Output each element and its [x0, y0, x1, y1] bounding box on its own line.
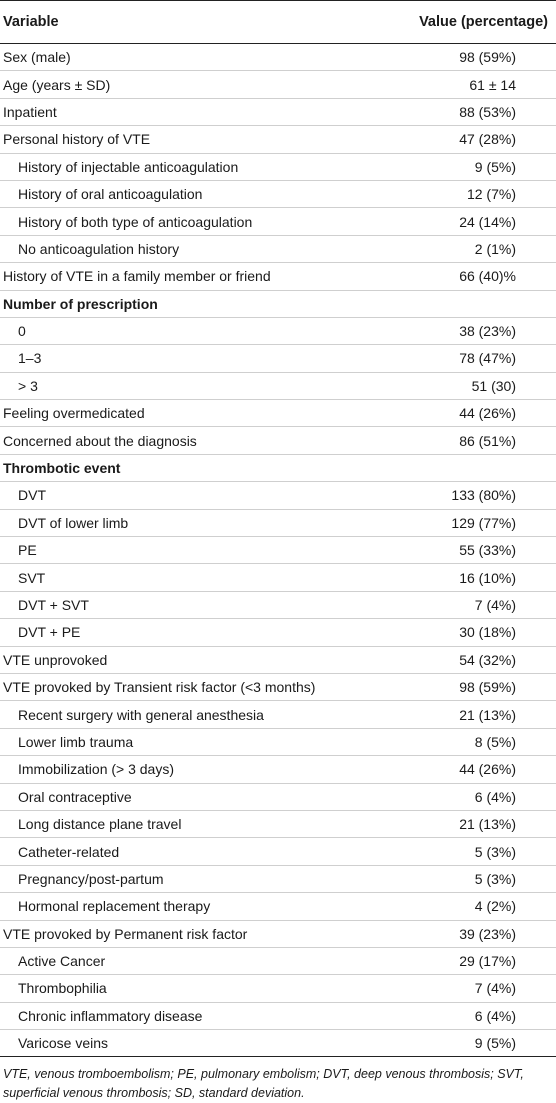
variable-cell: Active Cancer	[0, 947, 380, 974]
value-cell: 29 (17%)	[380, 947, 556, 974]
value-cell: 21 (13%)	[380, 701, 556, 728]
table-row	[0, 427, 556, 454]
variable-cell: VTE unprovoked	[0, 646, 380, 673]
table-row	[0, 126, 556, 153]
value-cell: 16 (10%)	[380, 564, 556, 591]
table-row	[0, 400, 556, 427]
value-cell: 66 (40)%	[380, 263, 556, 290]
variable-cell: No anticoagulation history	[0, 235, 380, 262]
table-row	[0, 865, 556, 892]
value-cell	[380, 290, 556, 317]
table-row	[0, 975, 556, 1002]
variable-cell: Hormonal replacement therapy	[0, 893, 380, 920]
value-cell: 44 (26%)	[380, 400, 556, 427]
value-cell: 44 (26%)	[380, 756, 556, 783]
value-cell: 6 (4%)	[380, 783, 556, 810]
table-row	[0, 893, 556, 920]
table-row	[0, 71, 556, 98]
value-cell: 86 (51%)	[380, 427, 556, 454]
table-row	[0, 208, 556, 235]
header-value: Value (percentage)	[380, 1, 556, 44]
table-row	[0, 1030, 556, 1057]
variable-cell: Immobilization (> 3 days)	[0, 756, 380, 783]
table-row	[0, 98, 556, 125]
variable-cell: DVT of lower limb	[0, 509, 380, 536]
variable-cell: History of oral anticoagulation	[0, 180, 380, 207]
variable-cell: > 3	[0, 372, 380, 399]
table-header	[0, 1, 556, 44]
variable-cell: Concerned about the diagnosis	[0, 427, 380, 454]
table-row	[0, 838, 556, 865]
table-row	[0, 783, 556, 810]
section-label: Thrombotic event	[0, 454, 380, 481]
header-variable: Variable	[0, 1, 380, 44]
table-row	[0, 317, 556, 344]
value-cell: 133 (80%)	[380, 482, 556, 509]
variable-cell: Oral contraceptive	[0, 783, 380, 810]
section-row	[0, 454, 556, 481]
table-row	[0, 619, 556, 646]
table-row	[0, 537, 556, 564]
variable-cell: History of injectable anticoagulation	[0, 153, 380, 180]
variable-cell: SVT	[0, 564, 380, 591]
variable-cell: Lower limb trauma	[0, 728, 380, 755]
variable-cell: 1–3	[0, 345, 380, 372]
value-cell: 54 (32%)	[380, 646, 556, 673]
table-row	[0, 701, 556, 728]
section-row	[0, 290, 556, 317]
value-cell: 61 ± 14	[380, 71, 556, 98]
table-row	[0, 44, 556, 71]
value-cell: 98 (59%)	[380, 673, 556, 700]
value-cell: 7 (4%)	[380, 975, 556, 1002]
variable-cell: 0	[0, 317, 380, 344]
variable-cell: Pregnancy/post-partum	[0, 865, 380, 892]
value-cell: 4 (2%)	[380, 893, 556, 920]
table-row	[0, 1002, 556, 1029]
table-row	[0, 345, 556, 372]
table-row	[0, 728, 556, 755]
value-cell: 47 (28%)	[380, 126, 556, 153]
table-footnote: VTE, venous tromboembolism; PE, pulmonary embolism; DVT, deep venous thrombosis; SVT, superficial venous thrombosis; SD, standard deviation.	[3, 1067, 524, 1101]
value-cell: 88 (53%)	[380, 98, 556, 125]
table-row	[0, 372, 556, 399]
variable-cell: Long distance plane travel	[0, 810, 380, 837]
value-cell: 7 (4%)	[380, 591, 556, 618]
table-row	[0, 509, 556, 536]
value-cell: 38 (23%)	[380, 317, 556, 344]
value-cell: 30 (18%)	[380, 619, 556, 646]
table-row	[0, 810, 556, 837]
variable-cell: Varicose veins	[0, 1030, 380, 1057]
variable-cell: DVT	[0, 482, 380, 509]
value-cell: 9 (5%)	[380, 1030, 556, 1057]
variable-cell: History of VTE in a family member or friend	[0, 263, 380, 290]
value-cell: 39 (23%)	[380, 920, 556, 947]
variable-cell: PE	[0, 537, 380, 564]
table-row	[0, 482, 556, 509]
value-cell: 51 (30)	[380, 372, 556, 399]
value-cell: 24 (14%)	[380, 208, 556, 235]
value-cell: 6 (4%)	[380, 1002, 556, 1029]
value-cell: 21 (13%)	[380, 810, 556, 837]
variable-cell: Recent surgery with general anesthesia	[0, 701, 380, 728]
header-row	[0, 1, 556, 44]
section-label: Number of prescription	[0, 290, 380, 317]
variable-cell: Chronic inflammatory disease	[0, 1002, 380, 1029]
table-body	[0, 44, 556, 1057]
value-cell: 9 (5%)	[380, 153, 556, 180]
value-cell: 5 (3%)	[380, 865, 556, 892]
value-cell: 78 (47%)	[380, 345, 556, 372]
table-row	[0, 263, 556, 290]
variable-cell: Inpatient	[0, 98, 380, 125]
table-row	[0, 947, 556, 974]
variable-cell: Feeling overmedicated	[0, 400, 380, 427]
table-row	[0, 591, 556, 618]
variable-cell: VTE provoked by Transient risk factor (<3 months)	[0, 673, 380, 700]
variable-cell: DVT + SVT	[0, 591, 380, 618]
variable-cell: Personal history of VTE	[0, 126, 380, 153]
value-cell: 98 (59%)	[380, 44, 556, 71]
value-cell: 55 (33%)	[380, 537, 556, 564]
variable-cell: VTE provoked by Permanent risk factor	[0, 920, 380, 947]
value-cell	[380, 454, 556, 481]
variable-cell: Thrombophilia	[0, 975, 380, 1002]
value-cell: 5 (3%)	[380, 838, 556, 865]
variable-cell: Catheter-related	[0, 838, 380, 865]
variable-cell: DVT + PE	[0, 619, 380, 646]
table-row	[0, 153, 556, 180]
table-row	[0, 673, 556, 700]
table-row	[0, 756, 556, 783]
table-row	[0, 646, 556, 673]
variable-cell: History of both type of anticoagulation	[0, 208, 380, 235]
table-row	[0, 564, 556, 591]
value-cell: 8 (5%)	[380, 728, 556, 755]
value-cell: 2 (1%)	[380, 235, 556, 262]
value-cell: 12 (7%)	[380, 180, 556, 207]
variable-cell: Sex (male)	[0, 44, 380, 71]
value-cell: 129 (77%)	[380, 509, 556, 536]
variable-cell: Age (years ± SD)	[0, 71, 380, 98]
table-row	[0, 920, 556, 947]
table-row	[0, 180, 556, 207]
table-row	[0, 235, 556, 262]
